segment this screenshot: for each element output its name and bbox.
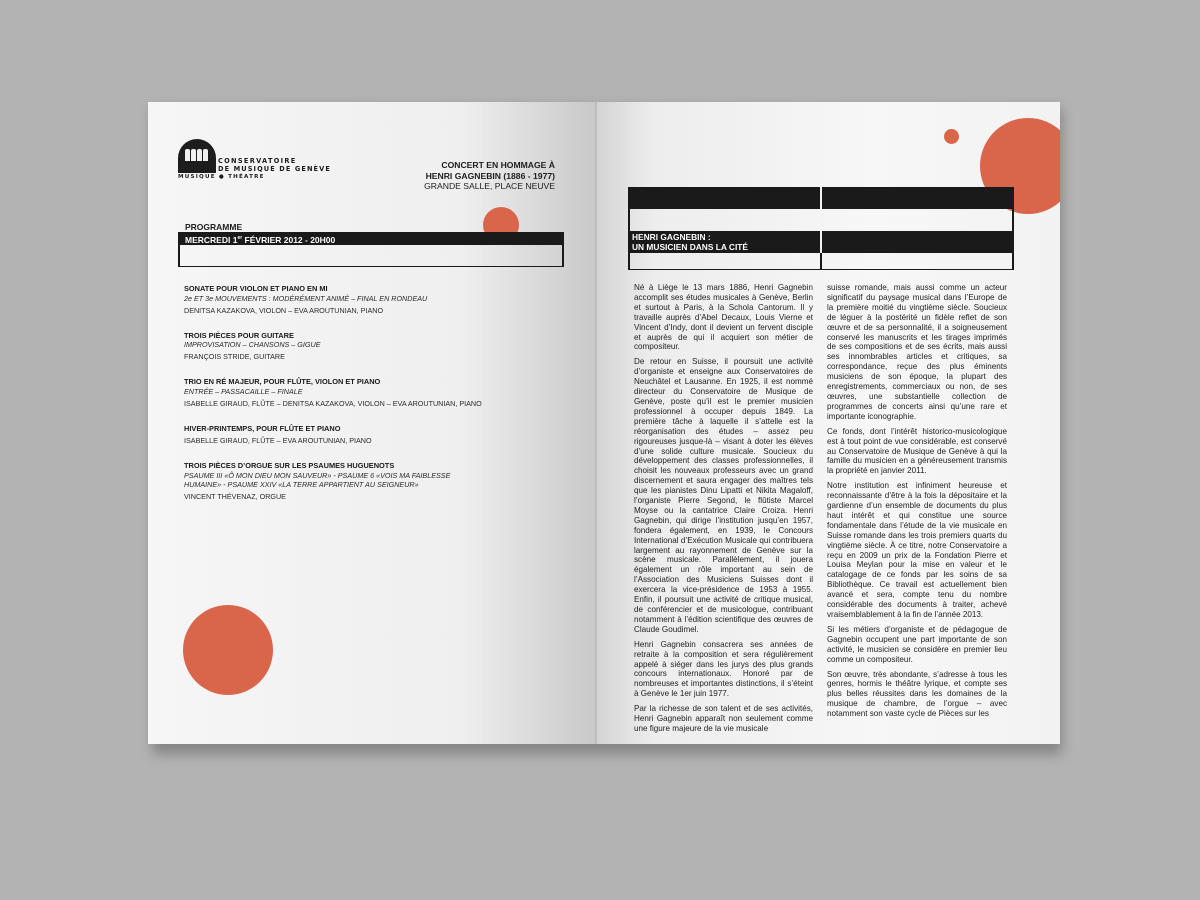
programme-date-bar (178, 232, 564, 245)
programme-list (184, 284, 564, 517)
work-movements: PSAUME III «Ô MON DIEU MON SAUVEUR» - PSAUME 6 «VOIS MA FAIBLESSE HUMAINE» - PSAUME XXIV «LA TERRE APPARTIENT AU SEIGNEUR» (184, 470, 451, 489)
work-performers: VINCENT THÉVENAZ, ORGUE (184, 491, 286, 501)
article-column-1 (634, 283, 813, 739)
building-icon (178, 139, 216, 173)
concert-header (424, 160, 555, 192)
header-tick-lower-right (1012, 253, 1014, 269)
work-movements: ENTRÉE – PASSACAILLE – FINALE (184, 386, 303, 396)
header-tick-left (628, 209, 630, 231)
paragraph: De retour en Suisse, il poursuit une activité d’organiste et enseigne aux Conservatoires de Neuchâtel et Lausanne. En 1925, il est nommé directeur du Conservatoire de Musique de Genève, poste qu’il est le premier musicien professionnel à occuper depuis 1849. La première tâche à laquelle il s’attelle est la réorganisation des études – assez peu rigoureuses jusque-là – visant à doter les élèves d’une solide culture musicale. Soucieux du développement des classes professionnelles, il choisit les nouveaux professeurs avec un grand discernement et saura engager des maîtres tels que les pianistes Dinu Lipatti et Nikita Magaloff, l’organiste Pierre Segond, le flûtiste Marcel Moyse ou la cantatrice Claire Croiza. Henri Gagnebin, qui dirige l’institution jusqu’en 1957, fondera également, en 1939, le Concours International d’Exécution Musicale qui contribuera largement au rayonnement de Genève sur la scène musicale. Parallèlement, il jouera également un rôle important au sein de l’Association des Musiciens Suisses dont il exercera la vice-présidence de 1953 à 1955. Enfin, il poursuit une activité de critique musical, de conférencier et de musicologue, contribuant notamment à l’édition scientifique des œuvres de Claude Goudimel. (634, 357, 813, 634)
programme-item (184, 331, 564, 362)
paragraph: suisse romande, mais aussi comme un acteur significatif du paysage musical dans l’Europe de la première moitié du vingtième siècle. Soucieux de léguer à la postérité un fidèle reflet de son œuvre et de sa personnalité, il a soigneusement conservé les manuscrits et les tirages imprimés de ses compositions et de ses écrits, mais aussi ses innombrables articles et critiques, sa correspondance, reçue des plus éminents musiciens de son époque, la plupart des enregistrements, commerciaux ou non, de ses œuvres, une substantielle collection de programmes de concerts ainsi qu’une rare et importante iconographie. (827, 283, 1007, 421)
work-performers: FRANÇOIS STRIDE, GUITARE (184, 352, 285, 361)
article-column-2 (827, 283, 1007, 724)
header-bar-divider-2 (820, 231, 822, 253)
header-rule (628, 269, 1014, 270)
paragraph: Ce fonds, dont l’intérêt historico-musicologique est à tout point de vue considérable, est conservé au Conservatoire de Musique de Genève à qui la famille du musicien en a généreusement transmis la propriété en janvier 2011. (827, 426, 1007, 476)
work-title: HIVER-PRINTEMPS, POUR FLÛTE ET PIANO (184, 423, 341, 433)
article-title-line-2: UN MUSICIEN DANS LA CITÉ (632, 241, 749, 252)
programme-title: PROGRAMME (185, 222, 243, 232)
logo-line-3: MUSIQUE ● THÉATRE (178, 174, 265, 180)
header-tick-lower-left (628, 253, 630, 269)
work-title: TRIO EN RÉ MAJEUR, POUR FLÛTE, VIOLON ET PIANO (184, 377, 381, 386)
date-suffix: FÉVRIER 2012 - 20H00 (242, 234, 336, 245)
article-title-line-1: HENRI GAGNEBIN : (632, 232, 711, 242)
accent-circle-large (183, 605, 273, 695)
logo-wordmark (178, 157, 331, 181)
paragraph: Si les métiers d’organiste et de pédagogue de Gagnebin occupent une part importante de son activité, le musicien se considère en premier lieu comme un compositeur. (827, 624, 1007, 664)
paragraph: Notre institution est infiniment heureuse et reconnaissante d’être à la fois la dépositaire et la gardienne d’un ensemble de documents du plus haut intérêt et qui constitue une source fondamentale dans l’étude de la vie musicale en Suisse romande dans les trois premiers quarts du vingtième siècle. À ce titre, notre Conservatoire a reçu en 2009 un prix de la Fondation Pierre et Louisa Meylan pour la mise en valeur et le catalogage de ce fonds par les soins de sa Bibliothèque. Ce travail est actuellement bien avancé et sera, compte tenu du nombre considérable des documents à traiter, achevé vraisemblablement à la fin de l’année 2013. (827, 481, 1007, 619)
date-prefix: MERCREDI 1 (185, 234, 238, 245)
date-superscript: er (237, 235, 243, 241)
work-title: SONATE POUR VIOLON ET PIANO EN MI (184, 284, 328, 293)
accent-circle-dot (944, 129, 959, 144)
header-tick-right (1012, 209, 1014, 231)
work-title: TROIS PIÈCES D’ORGUE SUR LES PSAUMES HUGUENOTS (184, 461, 395, 470)
programme-item (184, 284, 564, 315)
header-bar-divider (820, 187, 822, 209)
left-page (148, 102, 595, 744)
concert-venue: GRANDE SALLE, PLACE NEUVE (424, 181, 555, 191)
paragraph: Né à Liège le 13 mars 1886, Henri Gagnebin accomplit ses études musicales à Genève, Berlin et surtout à Paris, à la Schola Cantorum. Il y travaille auprès d’Abel Decaux, Louis Vierne et Vincent d’Indy, dont il devient un fervent disciple et auprès de qui il acquiert son métier de compositeur. (634, 283, 813, 352)
work-performers: DENITSA KAZAKOVA, VIOLON – EVA AROUTUNIAN, PIANO (184, 305, 384, 315)
programme-item (184, 461, 564, 501)
right-page (597, 102, 1060, 744)
paragraph: Par la richesse de son talent et de ses activités, Henri Gagnebin apparaît non seulement comme une figure majeure de la vie musicale (634, 704, 813, 733)
header-tick-lower-mid (820, 253, 822, 269)
programme-tick-right (562, 245, 564, 267)
article-title (632, 233, 748, 252)
concert-line-1: CONCERT EN HOMMAGE À (441, 160, 555, 170)
work-movements: IMPROVISATION – CHANSONS – GIGUE (184, 340, 321, 349)
programme-rule (178, 266, 564, 267)
logo-line-1: CONSERVATOIRE (218, 157, 297, 165)
concert-line-2: HENRI GAGNEBIN (1886 - 1977) (425, 170, 555, 181)
work-performers: ISABELLE GIRAUD, FLÛTE – DENITSA KAZAKOVA, VIOLON – EVA AROUTUNIAN, PIANO (184, 398, 482, 408)
logo-line-2: DE MUSIQUE DE GENÈVE (218, 165, 331, 173)
programme-item (184, 424, 564, 446)
programme-item (184, 377, 564, 408)
work-title: TROIS PIÈCES POUR GUITARE (184, 330, 294, 340)
paragraph: Henri Gagnebin consacrera ses années de retraite à la composition et sera régulièrement appelé à siéger dans les jurys des plus grands concours internationaux. Honoré par de nombreuses et importantes distinctions, il s’éteint à Genève le 1er juin 1977. (634, 639, 813, 699)
work-movements: 2e ET 3e MOUVEMENTS : MODÉRÉMENT ANIMÉ – FINAL EN RONDEAU (184, 293, 428, 303)
paragraph: Son œuvre, très abondante, s’adresse à tous les genres, hormis le théâtre lyrique, et compte ses plus belles réussites dans les domaines de la musique de chambre, de l’orgue – avec notamment son vaste cycle de Pièces sur les (827, 669, 1007, 719)
work-performers: ISABELLE GIRAUD, FLÛTE – EVA AROUTUNIAN, PIANO (184, 436, 372, 445)
programme-tick-left (178, 245, 180, 267)
